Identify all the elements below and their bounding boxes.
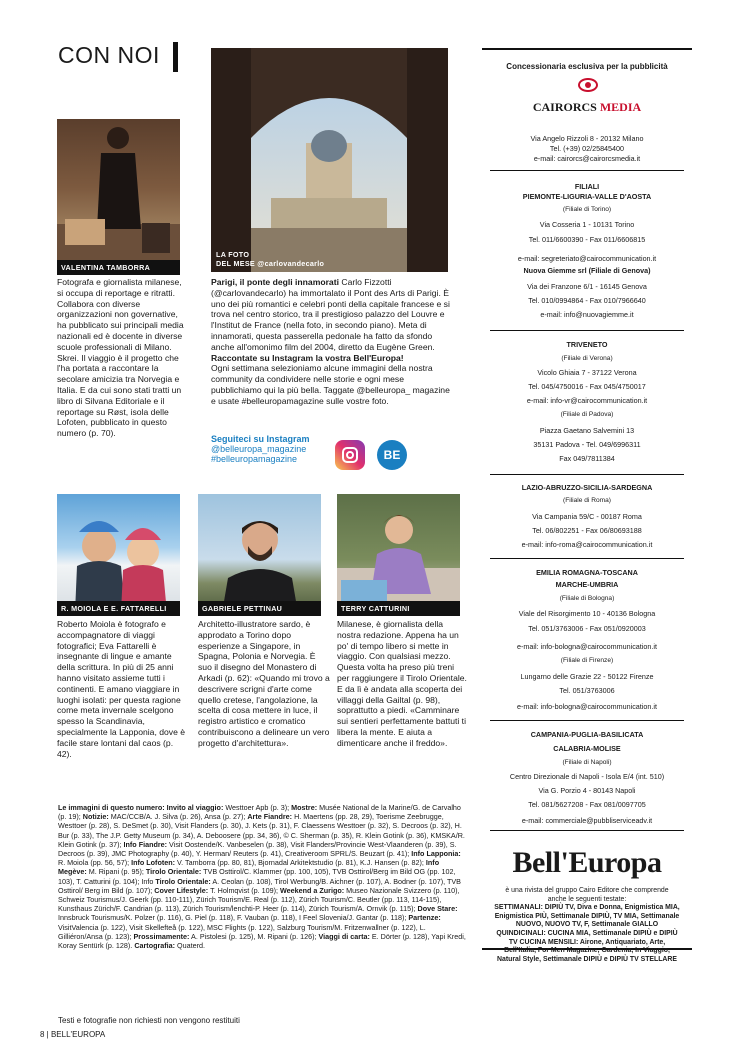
publisher-line: Enigmistica PIÙ, Settimanale DIPIÙ, TV MIA, Settimanale [494,912,680,920]
sidebar-line[interactable]: e-mail: commerciale@pubbliserviceadv.it [521,816,653,825]
photo-credits: Le immagini di questo numero: Invito al viaggio: Westtoer Apb (p. 3); Mostre: Musée National de la Marine/G. de Carvalho (p. 19); Notizie: MAC/CCB/A. J. Silva (p. 26), Ansa (p. 27); Arte Fiandre: H. Maertens (pp. 28, 29), Toerisme Zeebrugge, Westtoer (p. 28), S. DeSmet (p. 30), Visit Flanders (p. 30), J. Kets (p. 31), F. Claessens Westtoer (p. 32), S. Decroos (p. 32), H. Bur (p. 33), The J.P. Getty Museum (p. 34), A. Deboosere (pp. 34, 36), © C. Sherman (p. 35), R. Klein Gotink (p. 36), KMSKA/R. Klein Gotink (p. 37); Info Fiandre: Visit Oostende/K. Vanbeselen (p. 38), Visit Flanders/Provincie West-Vlaanderen (p. 39), S. Decroos (p. 39), JMC Photography (p. 40), Y. Herman/ Reuters (p. 41), Creativeroom SPRL/S. Beuzart (p. 41); Info Lapponia: R. Moiola (pp. 56, 57); Info Lofoten: V. Tamborra (pp. 80, 81), Bjornadal Arkitektstudio (p. 81), K.J. Hansen (p. 82); Info Megève: M. Ripani (p. 95); Tirolo Orientale: TVB Osttirol/C. Klammer (pp. 100, 105), TVB Osttirol/Berg im Bild OG (pp. 102, 103), T. Catturini (p. 104); Info Tirolo Orientale: A. Ceolan (p. 108), Tirol Werbung/B. Aichner (p. 107), A. Bodner (p. 107), TVB Osttirol/ Berg im Bild (p. 107); Cover Lifestyle: T. Holmqvist (p. 109); Weekend a Zurigo: Museo Nazionale Svizzero (p. 110), Schweiz Tourismus/J. Geerk (pp. 110-111), Zürich Tourism/E. Real (p. 112), Zürich Tourism/C. Beutler (pp. 113, 114-115), Kunsthaus Zürich/F. Candrian (p. 113), Zürich Tourism/lenchti-P. Heer (p. 114), Zürich Tourism/A. Ornvik (p. 115); Dove Stare: Innsbruck Tourismus/K. Polzer (p. 116), G. Piel (p. 118), F. Vauban (p. 118), I Feel Slovenia/J. Gantar (p. 118); Partenze: VisitValencia (p. 122), Visit Skellefteå (p. 122), MSC Flights (p. 122), Salzburg Tourism/M. Fritzenwallner (p. 122), L. Gilliéron/Ansa (p. 123); Prossimamente: A. Pistolesi (p. 125), M. Ripani (p. 126); Viaggi di carta: E. Dörter (p. 128), Yapi Kredi, Koray Sentürk (p. 128). Cartografia: Quaterd. [58,803,466,951]
sidebar-line: Fax 049/7811384 [559,454,615,463]
sidebar-line: (Filiale di Padova) [560,411,614,418]
cairorcs-media-logo [482,100,692,114]
sidebar-line: MARCHE-UMBRIA [555,580,619,589]
sidebar-line: Via Angelo Rizzoli 8 - 20132 Milano [530,134,644,143]
sidebar-line: (Filiale di Napoli) [562,759,612,766]
publisher-line: TV CUCINA MENSILI: Airone, Antiquariato, Arte, [508,938,666,946]
sidebar-line: (Filiale di Verona) [561,355,613,362]
instagram-promo [211,434,456,474]
foto-mese-cta-body: Ogni settimana selezioniamo alcune immagini della nostra community da condividere nelle storie e ogni mese pubblichiamo qui la più bella. Taggate @belleuropa_ magazine e usate #belleuropamagazine sulle vostre foto. [211,363,450,406]
sidebar-line[interactable]: e-mail: info-roma@cairocommunication.it [521,540,653,549]
caption-foto-line-2: DEL MESE @carlovandecarlo [216,259,325,268]
sidebar-line: Viale del Risorgimento 10 - 40136 Bologna [518,609,656,618]
sidebar-line: EMILIA ROMAGNA-TOSCANA [536,568,638,577]
caption-foto-line-1: LA FOTO [216,250,250,259]
sidebar-line[interactable]: e-mail: info-bologna@cairocommunication.it [517,642,657,651]
logo-cairorcs: CAIRORCS [532,100,597,114]
sidebar-line[interactable]: e-mail: info-vr@cairocommunication.it [526,396,648,405]
sidebar-line: Via Campania 59/C - 00187 Roma [532,512,642,521]
instagram-title: Seguiteci su Instagram [211,434,310,444]
sidebar-line: Via G. Porzio 4 - 80143 Napoli [538,786,636,795]
cairorcs-eye-icon [578,78,598,92]
sidebar-line: PIEMONTE-LIGURIA-VALLE D'AOSTA [522,192,652,201]
logo-media: MEDIA [599,100,642,114]
sidebar-line: (Filiale di Firenze) [560,657,614,664]
sidebar-line: Tel. (+39) 02/25845400 [549,144,625,153]
publisher-line: QUINDICINALI: CUCINA MIA, Settimanale DIPIÙ e DIPIÙ [496,930,678,937]
photo-of-the-month [211,48,448,272]
foto-mese-body: Carlo Fizzotti (@carlovandecarlo) ha immortalato il Pont des Arts di Parigi. È uno dei più romantici e celebri ponti della capitale francese e si trova nel centro storico, tra il prestigioso palazzo del Louvre e l'Institut de France (nella foto, in secondo piano). Meta di innamorati, questa passerella pedonale ha fatto da sfondo anche all'omonimo film del 2004, diretto da Eugène Green. [211,277,450,352]
sidebar-line: Tel. 06/802251 - Fax 06/80693188 [532,526,642,535]
sidebar-line: LAZIO-ABRUZZO-SICILIA-SARDEGNA [521,483,653,492]
foto-mese-cta-title: Raccontate su Instagram la vostra Bell'Europa! [211,352,404,363]
sidebar-line: Nuova Giemme srl (Filiale di Genova) [523,266,651,275]
sidebar-line[interactable]: e-mail: segreteriato@cairocommunication.it [517,254,657,263]
photo-tamborra [57,119,180,272]
sidebar-line: 35131 Padova - Tel. 049/6996311 [533,440,641,449]
footer-note: Testi e fotografie non richiesti non vengono restituiti [58,1016,240,1025]
sidebar-line: (Filiale di Bologna) [559,595,615,602]
sidebar-line: Tel. 045/4750016 - Fax 045/4750017 [528,382,646,391]
sidebar-line[interactable]: e-mail: info@nuovagiemme.it [540,310,634,319]
catturini-bio: Milanese, è giornalista della nostra redazione. Appena ha un po' di tempo libero si mette in viaggio. Con qualsiasi mezzo. Questa volta ha preso più treni per raggiungere il Tirolo Orientale. E da lì è andata alla scoperta dei villaggi della Gailtal (p. 98), soprattutto a piedi. «Camminare sui sentieri perfettamente battuti ti libera la mente. E aiuta a dimenticare anche il freddo». [337,619,467,748]
sidebar-line: Via dei Franzone 6/1 - 16145 Genova [527,282,647,291]
publisher-line: Bell'Italia, For Men Magazine, Gardenia, In Viaggio, [504,947,670,955]
photo-moiola-fattarelli [57,494,180,613]
caption-pettinau: GABRIELE PETTINAU [198,601,321,616]
sidebar-line: FILIALI [574,182,600,191]
caption-moiola-fattarelli: R. MOIOLA E E. FATTARELLI [57,601,180,616]
sidebar-line: Centro Direzionale di Napoli - Isola E/4 (int. 510) [509,772,665,781]
sidebar-line: Tel. 011/6600390 - Fax 011/6606815 [528,235,646,244]
sidebar-line[interactable]: e-mail: cairorcs@cairorcsmedia.it [533,154,641,163]
belleuropa-logo-icon[interactable]: BE [377,440,407,470]
sidebar-line[interactable]: e-mail: info-bologna@cairocommunication.it [517,702,657,711]
instagram-handle[interactable]: @belleuropa_magazine [211,444,307,454]
concessionaria-label: Concessionaria esclusiva per la pubblicità [506,62,668,71]
section-title: CON NOI [58,42,160,68]
sidebar-line: (Filiale di Roma) [563,497,611,504]
page-folio: 8 | BELL'EUROPA [40,1030,106,1039]
advertising-sidebar [482,48,692,963]
publisher-line: SETTIMANALI: DIPIÙ TV, Diva e Donna, Enigmistica MIA, [494,904,680,912]
photo-catturini [337,494,460,613]
pettinau-bio: Architetto-illustratore sardo, è approdato a Torino dopo esperienze a Singapore, in Spagna, Polonia e Norvegia. È suo il disegno del Monastero di Arkadi (p. 62): «Quando mi trovo a descrivere scrigni d'arte come quello cretese, l'angolazione, la scelta di cosa mettere in luce, il registro artistico e cromatico contribuiscono a delineare un vero progetto d'architettura». [198,619,330,748]
sidebar-line: CAMPANIA-PUGLIA-BASILICATA [530,730,644,739]
instagram-icon[interactable] [335,440,365,470]
belleuropa-logo: Bell'Europa [512,846,662,879]
publisher-line: Natural Style, Settimanale DIPIÙ e DIPIÙ TV STELLARE [497,955,677,963]
sidebar-line: Piazza Gaetano Salvemini 13 [539,426,635,435]
tamborra-bio: Fotografa e giornalista milanese, si occupa di reportage e ritratti. Collabora con diverse organizzazioni non governative, ha pubblicato sui principali media nazionali ed è docente in diverse scuole professionali di Milano. Skrei. Il viaggio è il progetto che l'ha portata a raccontare la secolare amicizia tra Norvegia e Italia. E da cui sono stati tratti un libro di Silvana Editoriale e il reportage su Røst, isola delle Lofoten, pubblicato in questo numero (p. 70). [57,277,184,439]
sidebar-line: CALABRIA-MOLISE [553,744,621,753]
sidebar-line: Tel. 010/0994864 - Fax 010/7966640 [528,296,646,305]
sidebar-line: TRIVENETO [566,340,608,349]
caption-foto-del-mese [216,250,324,268]
sidebar-line: (Filiale di Torino) [562,206,612,213]
section-title-bar [173,42,178,72]
publisher-line: è una rivista del gruppo Cairo Editore che comprende [505,887,669,894]
publisher-line: anche le seguenti testate: [547,895,627,903]
sidebar-line: Via Cosseria 1 - 10131 Torino [539,220,635,229]
caption-tamborra: VALENTINA TAMBORRA [57,260,180,275]
foto-mese-title: Parigi, il ponte degli innamorati [211,277,339,287]
publisher-line: NUOVO, NUOVO TV, F, Settimanale GIALLO [515,921,659,929]
sidebar-line: Tel. 051/3763006 [559,686,615,695]
foto-mese-text [211,277,456,407]
sidebar-line: Vicolo Ghiaia 7 - 37122 Verona [537,368,637,377]
photo-pettinau [198,494,321,613]
moiola-bio: Roberto Moiola è fotografo e accompagnatore di viaggi fotografici; Eva Fattarelli è insegnante di lingue e amante della scrittura. In più di 25 anni hanno visitato assieme tutti i continenti. E amano viaggiare in luoghi isolati: per questa ragione come meta invernale scelgono spesso la Scandinavia, specialmente la Lapponia, dove è facile stare lontani dal caos (p. 42). [57,619,186,759]
sidebar-line: Tel. 081/5627208 - Fax 081/0097705 [528,800,646,809]
instagram-hashtag[interactable]: #belleuropamagazine [211,454,298,464]
sidebar-line: Tel. 051/3763006 - Fax 051/0920003 [528,624,646,633]
sidebar-line: Lungarno delle Grazie 22 - 50122 Firenze [520,672,654,681]
caption-catturini: TERRY CATTURINI [337,601,460,616]
